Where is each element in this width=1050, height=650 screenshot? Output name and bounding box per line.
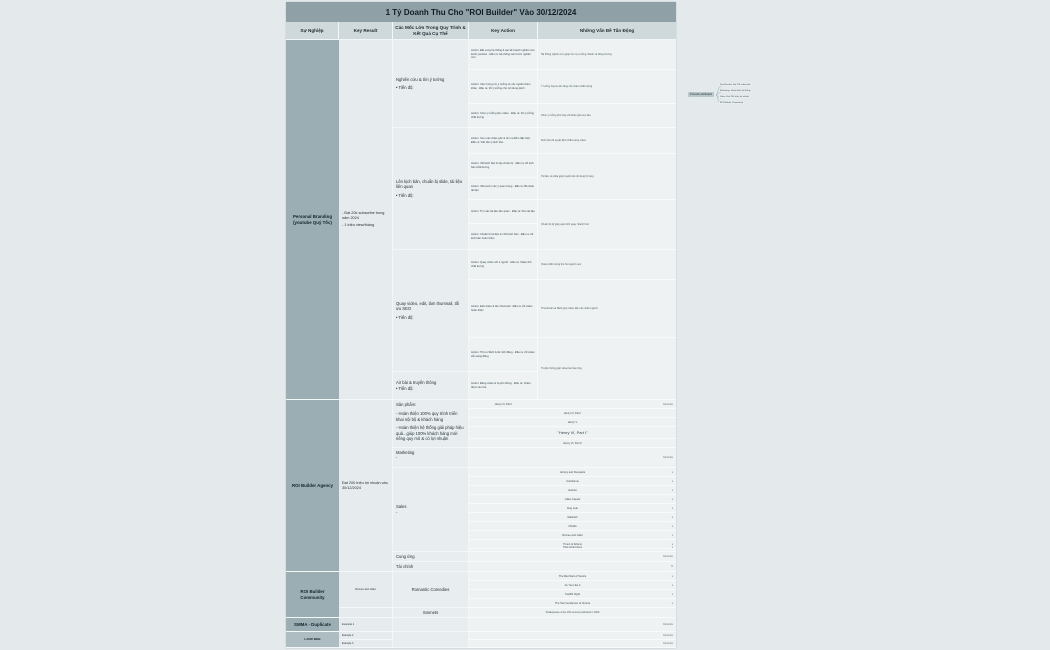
chevron-down-icon[interactable]: ▾ [671,592,673,596]
action-cell[interactable]: Action: Chọn ý tưởng làm video · Đầu ra: 20 ý tưởng chất lượng [469,104,538,128]
community-row[interactable]: The Two Gentlemen of Verona ▾ [469,599,676,608]
key-result-community: Romeo and Juliet [339,572,393,608]
stage-sales-title: Sales [396,504,407,510]
agency-row[interactable]: Timon of Athens ▾ [469,540,676,549]
chevron-down-icon[interactable]: ▾ [671,470,673,474]
agency-supply-row[interactable] [469,552,676,562]
header-key-action: Key Action [469,22,538,40]
action-cell[interactable]: Action: Đăng video & truyền thông · Đầu ra: Video được lan tỏa [469,372,538,400]
chevron-down-icon[interactable]: ▾ [671,506,673,510]
stage-script-progress: • Tiến độ: [396,192,414,198]
chevron-down-icon[interactable]: ▾ [671,583,673,587]
agency-row[interactable]: Antony and Cleopatra ▾ [469,468,676,477]
header-career: Sự Nghiệp [286,22,339,40]
stage-publish-progress: • Tiến độ: [396,385,414,391]
chevron-down-icon[interactable]: ▾ [671,479,673,483]
chevron-down-icon[interactable]: ▾ [671,515,673,519]
motivation-cell[interactable]: Thumbnail và SEO giúp video tiếp cận nhiều người [538,280,676,338]
community-row[interactable]: Twelfth Night ▾ [469,590,676,599]
agency-row[interactable]: King Lear ▾ [469,504,676,513]
action-cell[interactable]: Action: Xem các video gốc & tìm ra điểm đặc biệt · Đầu ra: Viết dàn ý kịch bản [469,128,538,154]
stage-romantic-comedies[interactable]: Romantic Comedies [393,572,469,608]
mindmap-root[interactable]: Proverbs attributed [690,93,712,96]
motivation-cell[interactable]: Ý tưởng hay là nền tảng cho video chất lượng [538,70,676,104]
key-result-agency: Đạt 200 triệu lợi nhuận vào 30/12/2024 [339,400,393,572]
community-row[interactable]: The Merchant of Venice ▾ [469,572,676,581]
stage-product-goal-1: - Hoàn thiện 100% quy trình triển khai nội bộ & khách hàng [396,411,458,422]
key-result-extra-2: Example 3 [339,640,393,648]
stage-product[interactable] [393,400,469,448]
agency-row[interactable]: Henry IV, Part I Optionals [469,400,676,409]
stage-sonnets[interactable]: Sonnets [393,608,469,618]
agency-row[interactable]: Othello ▾ [469,522,676,531]
agency-row[interactable]: Julius Caesar ▾ [469,495,676,504]
action-cell[interactable]: Action: Edit video & làm thumnail · Đầu ra: 20 video hoàn thiện [469,280,538,338]
action-cell[interactable]: Action: Cảm hứng tìm ý tưởng từ các nguồn tham khảo · Đầu ra: 30 ý tưởng cho nội dung kênh [469,70,538,104]
stage-script[interactable] [393,128,469,250]
mindmap-leaf[interactable]: ROI Builder Community [720,102,743,104]
chevron-down-icon[interactable]: ▾ [671,488,673,492]
chevron-down-icon[interactable]: ▾ [671,546,673,549]
percent-icon[interactable]: % [670,565,673,568]
agency-row[interactable]: Henry VI, Part II [469,439,676,448]
select-optionals[interactable]: Optionals [662,456,673,459]
mindmap-leaf[interactable]: Marketing: Hoàn thiện hệ thống [720,90,751,92]
stage-sales[interactable] [393,468,469,552]
agency-row[interactable] [469,448,676,468]
select-optionals[interactable]: Optionals [662,634,673,637]
stage-smma[interactable] [393,618,469,632]
kr-subscribers: - Đạt 20k subscribe trong năm 2024 [342,210,385,220]
chevron-down-icon[interactable]: ▾ [671,524,673,528]
stage-extra[interactable] [393,632,469,648]
kr-views: - 1 triệu view/tháng [342,223,375,228]
action-cell[interactable]: Action: Chuẩn bị tài liệu & chốt kịch bản · Đầu ra: 20 kịch bản hoàn thiện [469,224,538,250]
chevron-down-icon[interactable]: ▾ [671,601,673,605]
agency-row[interactable]: Coriolanus ▾ [469,477,676,486]
community-row[interactable]: As You Like It ▾ [469,581,676,590]
okr-board [286,2,676,648]
stage-supply[interactable]: Cung ứng [393,552,469,562]
stage-production-title: Quay video, edit, làm thumnail, tối ưu SEO [396,300,460,312]
key-result-extra-1: Example 2 [339,632,393,640]
action-cell[interactable]: Action: Viết kịch bản & tập chuẩn bị · Đầu ra: 20 kịch bản chất lượng [469,154,538,178]
mindmap-leaf[interactable]: Key Results: Đạt 20k subscribe [720,84,751,86]
motivation-cell[interactable]: Tài liệu và slide giúp truyền tải nội dung rõ ràng [538,154,676,200]
smma-row[interactable] [469,618,676,632]
stage-script-title: Lên kịch bản, chuẩn bị slide, tài liệu liên quan [396,178,463,190]
stage-research-progress: • Tiến độ: [396,85,414,90]
header-motivations: Những Vấn Đề Tần Động [538,22,676,40]
stage-sales-dash: - [396,509,398,515]
motivation-cell[interactable]: Hệ thống nghiên cứu giúp tìm ra ý tưởng nhanh và đúng hướng [538,40,676,70]
agency-row[interactable]: "Henry VI, Part I" [469,427,676,439]
header-milestones: Các Mốc Lớn Trong Quy Trình & Kết Quả Cụ Thể [393,22,469,40]
motivation-cell[interactable]: Chọn ý tưởng phù hợp với khán giả mục tiêu [538,104,676,128]
key-result-personal-branding [339,40,393,400]
motivation-cell[interactable]: Kịch bản tốt quyết định chất lượng video [538,128,676,154]
agency-finance-row[interactable] [469,562,676,572]
stage-marketing[interactable] [393,448,469,468]
header-key-result: Key Result [339,22,393,40]
select-optionals[interactable]: Optionals [662,642,673,645]
chevron-down-icon[interactable]: ▾ [671,497,673,501]
stage-product-goal-2: - Hoàn thiện hệ thống giải pháp hiệu quả...giúp 100% khách hàng mới riêng quy mô & có lợi nhuận [396,425,464,442]
stage-marketing-dash: - [396,455,398,461]
mindmap-leaf[interactable]: Sales: Đạt 200 triệu lợi nhuận [720,96,749,98]
select-optionals[interactable]: Optionals [662,402,673,406]
select-optionals[interactable]: Optionals [662,555,673,558]
agency-row[interactable]: Hamlet ▾ [469,486,676,495]
stage-production-progress: • Tiến độ: [396,314,414,320]
mindmap-node[interactable] [688,83,768,111]
motivation-cell[interactable]: Chuẩn bị kỹ giúp quá trình quay nhanh hơn [538,200,676,250]
agency-row[interactable]: Romeo and Juliet ▾ [469,531,676,540]
motivation-cell[interactable]: Video chất lượng thu hút người xem [538,250,676,280]
stage-marketing-title: Marketing [396,450,415,455]
area-land-web: LAND WEB [286,632,339,648]
agency-row[interactable]: Henry IV, Part I [469,409,676,418]
sonnets-note: Shakespeare wrote 154 sonnets published in 1609 [469,608,676,618]
action-cell[interactable]: Action: Viết sườn các ý quan trọng · Đầu ra: Bộ slide tài liệu [469,178,538,200]
agency-row[interactable]: Titus Andronicus ▾ [562,546,673,549]
action-cell[interactable]: Action: Đặt xong hệ thống & tạo kế hoạch nghiên cứu kênh youtube · Đầu ra: Hệ thống các bước nghiên cứu [469,40,538,70]
area-agency: ROI Builder Agency [286,400,339,572]
area-community: ROI Builder Community [286,572,339,618]
action-cell[interactable]: Action: Tìm các tài liệu liên quan · Đầu ra: Kho tài liệu [469,200,538,224]
stage-publish[interactable] [393,372,469,400]
agency-row[interactable]: Henry V [469,418,676,427]
select-optionals[interactable]: Optionals [662,623,673,626]
area-personal-branding: Personal Branding (youtube Quý Tốc) [286,40,339,400]
stage-publish-title: Air bài & truyền thông [396,380,437,386]
action-cell[interactable]: Action: Tối ưu SEO & lên lịch đăng · Đầu ra: 20 video sẵn sàng đăng [469,338,538,372]
stage-research[interactable] [393,40,469,128]
area-smma: SMMA - Duplicate [286,618,339,632]
extra-row[interactable] [469,640,676,648]
key-result-community-empty [339,608,393,618]
page-title: 1 Tỷ Doanh Thu Cho "ROI Builder" Vào 30/12/2024 [286,2,676,22]
stage-product-title: Sản phẩm: [396,402,417,407]
stage-research-title: Nghiên cứu & tìm ý tưởng [396,76,445,82]
stage-finance[interactable]: Tài chính [393,562,469,572]
key-result-smma: Example 1 [339,618,393,632]
chevron-down-icon[interactable]: ▾ [671,533,673,537]
stage-production[interactable] [393,250,469,372]
action-cell[interactable]: Action: Quay video với 2 người · Đầu ra: Video thô chất lượng [469,250,538,280]
chevron-down-icon[interactable]: ▾ [671,542,673,546]
agency-row[interactable]: Macbeth ▾ [469,513,676,522]
motivation-cell[interactable]: Truyền thông giúp video lan tỏa rộng [538,338,676,400]
extra-row[interactable] [469,632,676,640]
chevron-down-icon[interactable]: ▾ [671,574,673,578]
